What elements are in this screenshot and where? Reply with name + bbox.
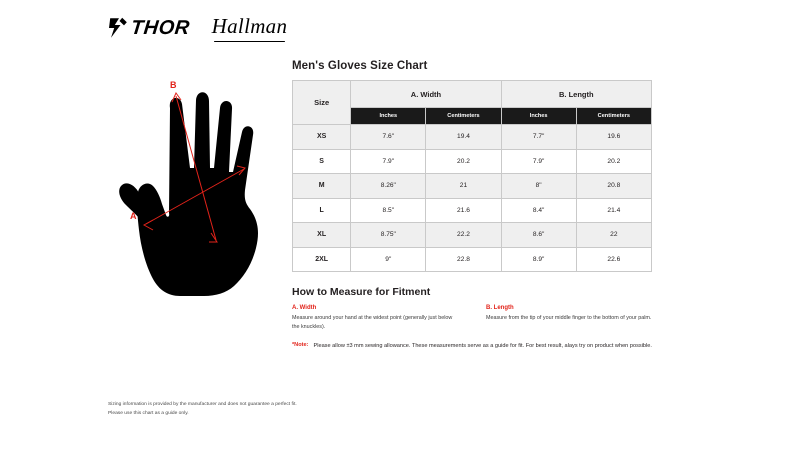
subheader-width-inches: Inches xyxy=(351,108,426,125)
cell-length-inches: 8.4" xyxy=(501,198,576,223)
how-to-measure-title: How to Measure for Fitment xyxy=(292,286,431,298)
marker-a-label: A xyxy=(130,211,137,221)
table-row xyxy=(293,247,652,272)
subheader-length-centimeters: Centimeters xyxy=(576,108,651,125)
cell-width-cm: 19.4 xyxy=(426,125,501,150)
cell-width-inches: 7.9" xyxy=(351,149,426,174)
cell-length-inches: 7.9" xyxy=(501,149,576,174)
cell-width-inches: 8.26" xyxy=(351,174,426,199)
brand-bar xyxy=(108,14,287,42)
glove-diagram xyxy=(108,72,278,302)
table-row xyxy=(293,149,652,174)
how-to-measure-width xyxy=(292,305,458,331)
width-label: A. Width xyxy=(292,305,317,311)
cell-size: XL xyxy=(293,223,351,248)
cell-length-inches: 8.9" xyxy=(501,247,576,272)
measurement-note xyxy=(292,342,652,351)
thor-logo xyxy=(108,17,190,40)
hallman-wordmark: Hallman xyxy=(211,14,288,38)
cell-width-inches: 9" xyxy=(351,247,426,272)
cell-length-inches: 7.7" xyxy=(501,125,576,150)
how-to-measure-length xyxy=(486,305,652,331)
cell-size: M xyxy=(293,174,351,199)
header-group-length: B. Length xyxy=(501,81,651,108)
table-header-row xyxy=(293,81,652,108)
glove-illustration xyxy=(108,72,278,302)
cell-size: XS xyxy=(293,125,351,150)
cell-width-inches: 8.5" xyxy=(351,198,426,223)
thor-hammer-icon xyxy=(108,17,128,39)
glove-silhouette xyxy=(119,92,258,296)
cell-length-inches: 8" xyxy=(501,174,576,199)
disclaimer-line-1: Sizing information is provided by the manufacturer and does not guarantee a perfect fit. xyxy=(108,402,297,407)
subheader-length-inches: Inches xyxy=(501,108,576,125)
cell-width-cm: 21 xyxy=(426,174,501,199)
hallman-underline xyxy=(214,41,286,43)
cell-length-cm: 19.6 xyxy=(576,125,651,150)
cell-width-cm: 21.6 xyxy=(426,198,501,223)
thor-wordmark: THOR xyxy=(129,16,191,39)
cell-length-inches: 8.6" xyxy=(501,223,576,248)
table-row xyxy=(293,125,652,150)
disclaimer xyxy=(108,400,368,418)
cell-length-cm: 20.8 xyxy=(576,174,651,199)
cell-length-cm: 22 xyxy=(576,223,651,248)
note-label: *Note: xyxy=(292,342,309,349)
disclaimer-line-2: Please use this chart as a guide only. xyxy=(108,411,189,417)
cell-length-cm: 21.4 xyxy=(576,198,651,223)
cell-size: L xyxy=(293,198,351,223)
cell-width-inches: 8.75" xyxy=(351,223,426,248)
cell-width-inches: 7.6" xyxy=(351,125,426,150)
chart-column xyxy=(292,60,692,352)
cell-size: 2XL xyxy=(293,247,351,272)
cell-width-cm: 22.2 xyxy=(426,223,501,248)
table-row xyxy=(293,198,652,223)
table-row xyxy=(293,223,652,248)
header-size: Size xyxy=(293,81,351,125)
cell-width-cm: 22.8 xyxy=(426,247,501,272)
how-to-measure-section xyxy=(292,286,652,352)
length-description: Measure from the tip of your middle finger to the bottom of your palm. xyxy=(486,315,652,321)
how-to-measure-columns xyxy=(292,305,652,331)
cell-width-cm: 20.2 xyxy=(426,149,501,174)
hallman-logo xyxy=(212,14,288,42)
header-group-width: A. Width xyxy=(351,81,501,108)
length-label: B. Length xyxy=(486,305,514,311)
width-description: Measure around your hand at the widest point (generally just below the knuckles). xyxy=(292,315,453,330)
table-row xyxy=(293,174,652,199)
page-title: Men's Gloves Size Chart xyxy=(292,60,428,72)
cell-size: S xyxy=(293,149,351,174)
cell-length-cm: 22.6 xyxy=(576,247,651,272)
subheader-width-centimeters: Centimeters xyxy=(426,108,501,125)
marker-b-label: B xyxy=(170,80,177,90)
note-text: Please allow ±3 mm sewing allowance. These measurements serve as a guide for fit. For best result, alays try on product when possible. xyxy=(313,343,652,350)
cell-length-cm: 20.2 xyxy=(576,149,651,174)
size-chart-table xyxy=(292,80,652,272)
